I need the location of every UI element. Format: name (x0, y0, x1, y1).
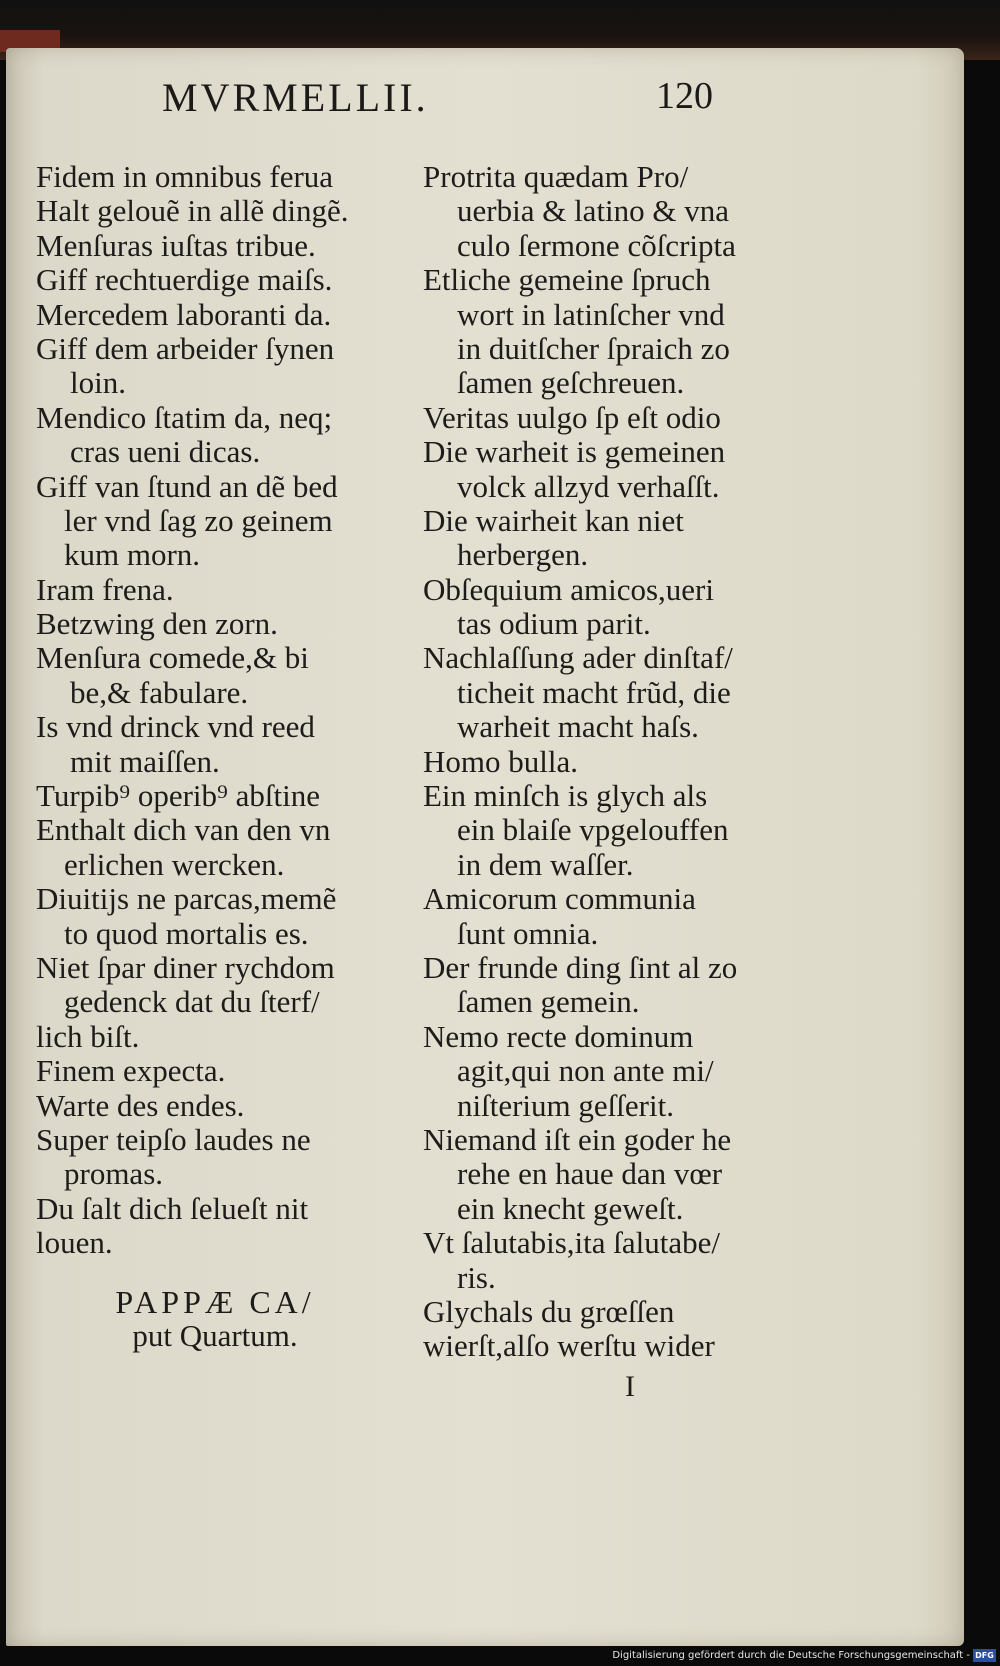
text-line: ſunt omnia. (457, 915, 599, 951)
text-line: Glychals du grœſſen (423, 1293, 675, 1329)
text-line: loin. (70, 365, 126, 401)
text-line: Niet ſpar diner rychdom (36, 949, 335, 985)
left-column (36, 160, 414, 1353)
text-line: Vt ſalutabis,ita ſalutabe/ (423, 1225, 720, 1261)
text-line: lich biſt. (36, 1018, 140, 1054)
text-line: Die warheit is gemeinen (423, 434, 726, 470)
text-line: herbergen. (457, 537, 589, 573)
text-line: Mendico ſtatim da, neq; (36, 399, 333, 435)
text-line: Is vnd drinck vnd reed (36, 709, 315, 745)
text-line: ein blaiſe vpgelouffen (457, 812, 729, 848)
text-line: Homo bulla. (423, 743, 578, 779)
text-line: Nemo recte dominum (423, 1018, 694, 1054)
text-line: volck allzyd verhaſſt. (457, 468, 720, 504)
text-line: Super teipſo laudes ne (36, 1121, 311, 1157)
text-line: louen. (36, 1225, 113, 1261)
text-line: warheit macht haſs. (457, 709, 699, 745)
text-line: Turpib⁹ operib⁹ abſtine (36, 778, 320, 814)
running-header-title: MVRMELLII. (162, 75, 429, 120)
text-line: wort in latinſcher vnd (457, 296, 725, 332)
text-line: Die wairheit kan niet (423, 502, 684, 538)
text-line: mit maiſſen. (70, 743, 220, 779)
text-line: Betzwing den zorn. (36, 606, 278, 642)
catchword: I (625, 1370, 635, 1403)
text-line: agit,qui non ante mi/ (457, 1053, 714, 1089)
text-line: Giff van ſtund an dẽ bed (36, 468, 338, 504)
chapter-heading (36, 1285, 414, 1354)
text-line: Menſuras iuſtas tribue. (36, 227, 316, 263)
text-line: Diuitijs ne parcas,memẽ (36, 881, 337, 917)
text-line: ris. (457, 1259, 496, 1295)
text-line: uerbia & latino & vna (457, 193, 730, 229)
text-line: be,& fabulare. (70, 674, 249, 710)
text-line: ein knecht geweſt. (457, 1190, 684, 1226)
text-line: Etliche gemeine ſpruch (423, 262, 711, 298)
chapter-heading-line: put Quartum. (132, 1317, 298, 1353)
text-line: Fidem in omnibus ferua (36, 159, 334, 194)
dfg-logo: DFG (973, 1649, 996, 1662)
text-line: in duitſcher ſpraich zo (457, 330, 730, 366)
text-line: Niemand iſt ein goder he (423, 1121, 732, 1157)
text-line: cras ueni dicas. (70, 434, 261, 470)
chapter-heading-line: PAPPÆ CA/ (115, 1283, 315, 1320)
text-line: Veritas uulgo ſp eſt odio (423, 399, 721, 435)
text-line: Der frunde ding ſint al zo (423, 949, 738, 985)
text-line: Obſequium amicos,ueri (423, 571, 714, 607)
footer-credit: Digitalisierung gefördert durch die Deutsche Forschungsgemeinschaft - (612, 1650, 970, 1661)
text-line: Enthalt dich van den vn (36, 812, 331, 848)
text-line: tas odium parit. (457, 606, 651, 642)
text-line: Finem expecta. (36, 1053, 226, 1089)
text-line: culo ſermone cõſcripta (457, 227, 736, 263)
text-line: to quod mortalis es. (64, 915, 309, 951)
text-line: Du ſalt dich ſelueſt nit (36, 1190, 309, 1226)
text-line: Giff dem arbeider ſynen (36, 330, 335, 366)
text-line: Nachlaſſung ader dinſtaf/ (423, 640, 733, 676)
text-line: rehe en haue dan vœr (457, 1156, 723, 1192)
text-line: in dem waſſer. (457, 846, 634, 882)
text-line: Amicorum communia (423, 881, 696, 917)
text-line: ler vnd ſag zo geinem (64, 502, 333, 538)
text-line: Protrita quædam Pro/ (423, 159, 689, 194)
text-line: Iram frena. (36, 571, 174, 607)
page-number: 120 (656, 75, 713, 117)
text-line: ticheit macht frũd, die (457, 674, 731, 710)
text-line: Ein minſch is glych als (423, 778, 708, 814)
text-line: ſamen gemein. (457, 984, 640, 1020)
text-line: Warte des endes. (36, 1087, 245, 1123)
text-line: ſamen geſchreuen. (457, 365, 685, 401)
text-line: Mercedem laboranti da. (36, 296, 332, 332)
right-column (423, 160, 793, 1364)
text-line: erlichen wercken. (64, 846, 285, 882)
text-line: kum morn. (64, 537, 201, 573)
text-line: Menſura comede,& bi (36, 640, 309, 676)
text-line: Halt gelouẽ in allẽ dingẽ. (36, 193, 349, 229)
text-line: wierſt,alſo werſtu wider (423, 1328, 715, 1364)
text-line: promas. (64, 1156, 164, 1192)
text-line: gedenck dat du ſterf/ (64, 984, 320, 1020)
text-line: Giff rechtuerdige maiſs. (36, 262, 333, 298)
text-line: niſterium geſſerit. (457, 1087, 674, 1123)
